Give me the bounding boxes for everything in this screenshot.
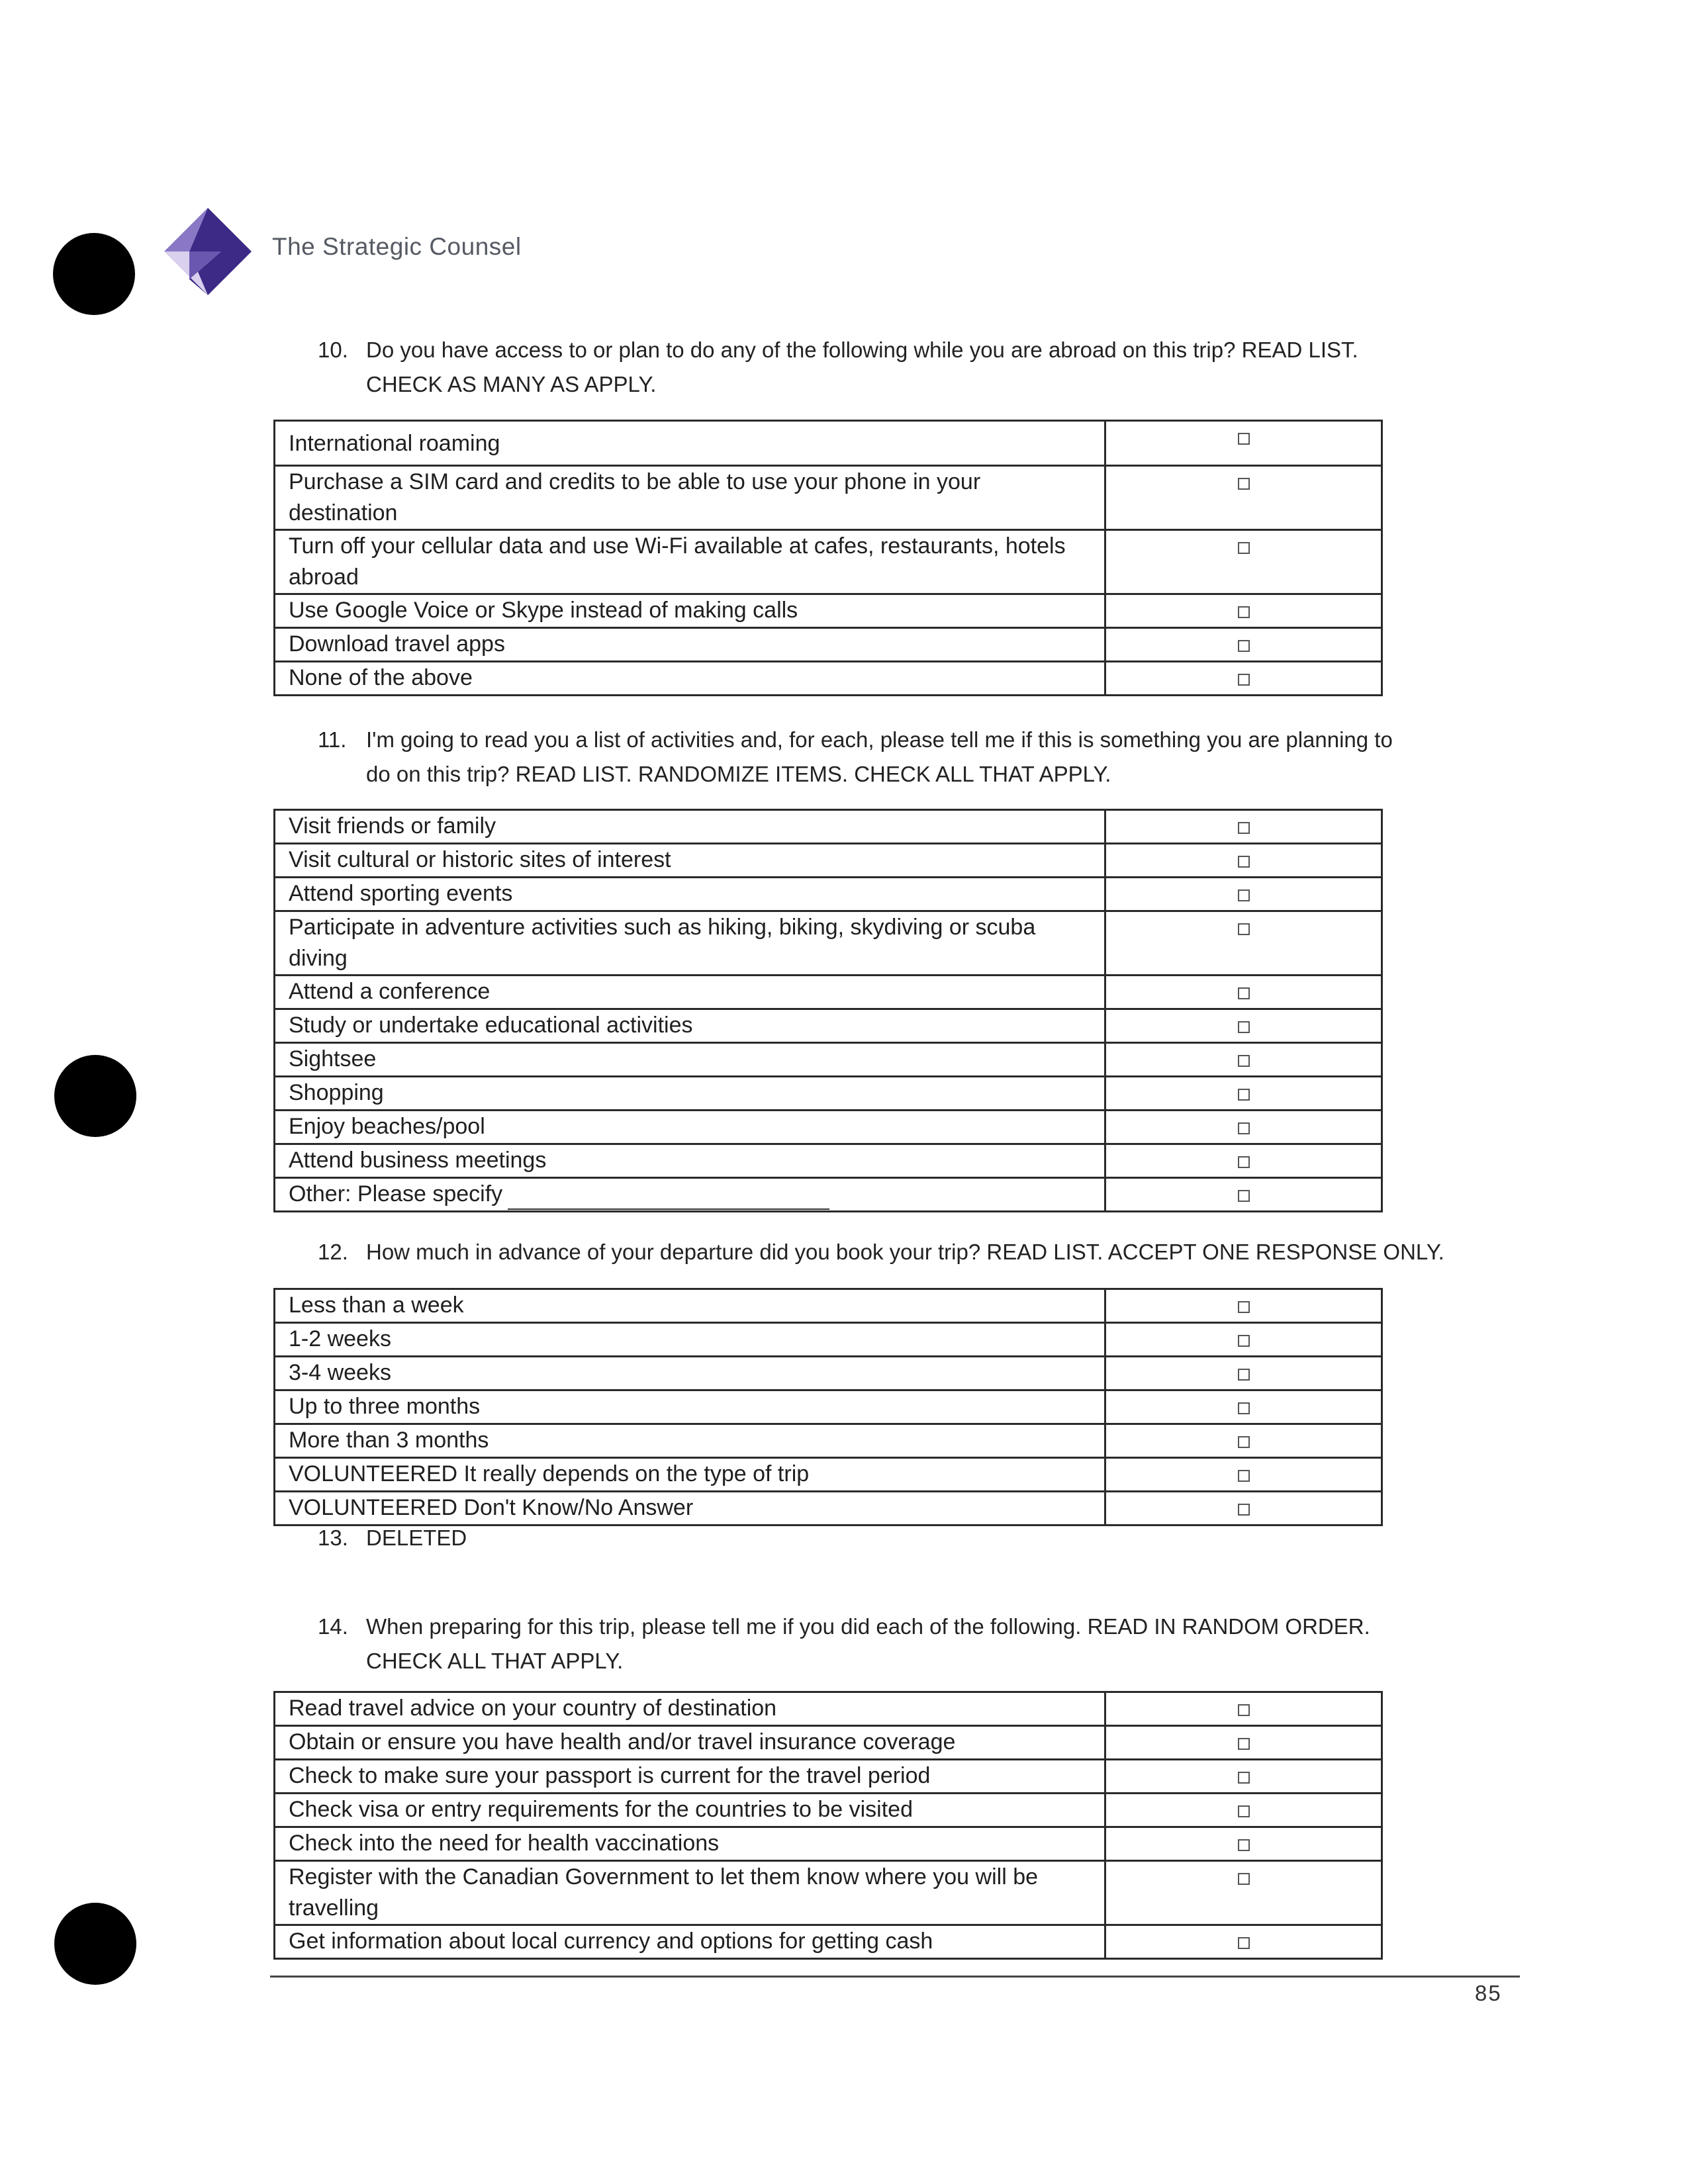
option-label: Attend sporting events xyxy=(275,878,1105,911)
option-cell xyxy=(1105,878,1382,911)
question-text-line1: I'm going to read you a list of activities and, for each, please tell me if this is something you are planning to xyxy=(366,727,1393,752)
question-text-line1: When preparing for this trip, please tell me if you did each of the following. READ IN RANDOM ORDER. xyxy=(366,1614,1370,1639)
checkbox[interactable] xyxy=(1238,1055,1250,1067)
table-row xyxy=(275,466,1382,530)
option-label: Get information about local currency and options for getting cash xyxy=(275,1925,1105,1959)
question-text-line1: How much in advance of your departure did you book your trip? READ LIST. ACCEPT ONE RESPONSE ONLY. xyxy=(366,1240,1444,1264)
option-cell xyxy=(1105,1458,1382,1492)
option-cell xyxy=(1105,1077,1382,1111)
option-cell xyxy=(1105,1925,1382,1959)
option-cell xyxy=(1105,844,1382,878)
option-cell xyxy=(1105,1692,1382,1726)
checkbox[interactable] xyxy=(1238,1470,1250,1482)
checkbox[interactable] xyxy=(1238,1122,1250,1134)
table-row xyxy=(275,1043,1382,1077)
option-cell xyxy=(1105,976,1382,1009)
checkbox[interactable] xyxy=(1238,1873,1250,1885)
table-row xyxy=(275,1357,1382,1390)
option-cell xyxy=(1105,1289,1382,1323)
other-label: Other: Please specify xyxy=(289,1181,503,1206)
table-row xyxy=(275,628,1382,662)
option-cell xyxy=(1105,1492,1382,1525)
q11-options-table xyxy=(273,809,1383,1212)
table-row xyxy=(275,530,1382,594)
option-cell xyxy=(1105,1144,1382,1178)
table-row xyxy=(275,1424,1382,1458)
option-cell xyxy=(1105,594,1382,628)
question-text-line1: Do you have access to or plan to do any of the following while you are abroad on this trip? READ LIST. xyxy=(366,338,1358,362)
question-11 xyxy=(318,723,1393,792)
strategic-counsel-logo-icon xyxy=(163,206,253,296)
option-label: Check visa or entry requirements for the countries to be visited xyxy=(275,1794,1105,1827)
table-row xyxy=(275,810,1382,844)
option-label: Attend a conference xyxy=(275,976,1105,1009)
checkbox[interactable] xyxy=(1238,1704,1250,1716)
option-cell xyxy=(1105,1178,1382,1212)
option-cell xyxy=(1105,810,1382,844)
option-label: Study or undertake educational activities xyxy=(275,1009,1105,1043)
footer-rule xyxy=(270,1976,1520,1978)
table-row xyxy=(275,1390,1382,1424)
option-cell xyxy=(1105,1357,1382,1390)
question-text-line2: CHECK AS MANY AS APPLY. xyxy=(366,372,657,396)
option-cell xyxy=(1105,1726,1382,1760)
checkbox[interactable] xyxy=(1238,1805,1250,1817)
option-label: International roaming xyxy=(275,421,1105,466)
checkbox[interactable] xyxy=(1238,822,1250,834)
page-number: 85 xyxy=(1475,1981,1502,2005)
table-row xyxy=(275,1492,1382,1525)
table-row xyxy=(275,1323,1382,1357)
checkbox[interactable] xyxy=(1238,856,1250,868)
question-text-line2: do on this trip? READ LIST. RANDOMIZE ITEMS. CHECK ALL THAT APPLY. xyxy=(366,762,1111,786)
option-label: Less than a week xyxy=(275,1289,1105,1323)
table-row xyxy=(275,878,1382,911)
checkbox[interactable] xyxy=(1238,1937,1250,1949)
q14-options-table xyxy=(273,1691,1383,1960)
checkbox[interactable] xyxy=(1238,1436,1250,1448)
option-cell xyxy=(1105,911,1382,976)
table-row xyxy=(275,1925,1382,1959)
table-row xyxy=(275,1111,1382,1144)
option-label: Up to three months xyxy=(275,1390,1105,1424)
question-deleted-text: DELETED xyxy=(366,1525,467,1550)
option-cell xyxy=(1105,1424,1382,1458)
table-row xyxy=(275,1458,1382,1492)
option-label: Check to make sure your passport is current for the travel period xyxy=(275,1760,1105,1794)
table-row xyxy=(275,1077,1382,1111)
checkbox[interactable] xyxy=(1238,433,1250,445)
checkbox[interactable] xyxy=(1238,1772,1250,1784)
table-row xyxy=(275,1289,1382,1323)
table-row xyxy=(275,421,1382,466)
other-specify-field[interactable] xyxy=(508,1187,829,1210)
checkbox[interactable] xyxy=(1238,987,1250,999)
option-label: Download travel apps xyxy=(275,628,1105,662)
option-label-other xyxy=(275,1178,1105,1212)
option-cell xyxy=(1105,1009,1382,1043)
checkbox[interactable] xyxy=(1238,1335,1250,1347)
question-number: 14. xyxy=(318,1614,348,1639)
option-label: Visit friends or family xyxy=(275,810,1105,844)
option-label: More than 3 months xyxy=(275,1424,1105,1458)
option-label: Read travel advice on your country of destination xyxy=(275,1692,1105,1726)
option-cell xyxy=(1105,530,1382,594)
table-row xyxy=(275,1692,1382,1726)
checkbox[interactable] xyxy=(1238,1301,1250,1313)
binder-hole-top xyxy=(53,233,135,315)
question-number: 11. xyxy=(318,727,347,752)
checkbox[interactable] xyxy=(1238,1190,1250,1202)
checkbox[interactable] xyxy=(1238,478,1250,490)
question-number: 10. xyxy=(318,338,348,362)
option-cell xyxy=(1105,1760,1382,1794)
option-label: Enjoy beaches/pool xyxy=(275,1111,1105,1144)
option-cell xyxy=(1105,1323,1382,1357)
option-cell xyxy=(1105,662,1382,696)
option-label: VOLUNTEERED It really depends on the type of trip xyxy=(275,1458,1105,1492)
table-row xyxy=(275,1760,1382,1794)
checkbox[interactable] xyxy=(1238,923,1250,935)
question-number: 12. xyxy=(318,1240,348,1264)
table-row xyxy=(275,1827,1382,1861)
option-label: Obtain or ensure you have health and/or travel insurance coverage xyxy=(275,1726,1105,1760)
option-label: Visit cultural or historic sites of interest xyxy=(275,844,1105,878)
option-label: Sightsee xyxy=(275,1043,1105,1077)
option-cell xyxy=(1105,1861,1382,1925)
checkbox[interactable] xyxy=(1238,640,1250,652)
question-number: 13. xyxy=(318,1525,348,1550)
option-label: Participate in adventure activities such as hiking, biking, skydiving or scuba diving xyxy=(275,911,1105,976)
question-13 xyxy=(318,1525,467,1551)
table-row xyxy=(275,594,1382,628)
checkbox[interactable] xyxy=(1238,1504,1250,1516)
option-label: Use Google Voice or Skype instead of making calls xyxy=(275,594,1105,628)
option-cell xyxy=(1105,1794,1382,1827)
checkbox[interactable] xyxy=(1238,1402,1250,1414)
option-label: Shopping xyxy=(275,1077,1105,1111)
option-cell xyxy=(1105,1390,1382,1424)
checkbox[interactable] xyxy=(1238,1738,1250,1750)
checkbox[interactable] xyxy=(1238,1089,1250,1101)
option-cell xyxy=(1105,421,1382,466)
table-row xyxy=(275,1178,1382,1212)
binder-hole-middle xyxy=(54,1055,136,1137)
checkbox[interactable] xyxy=(1238,1369,1250,1381)
option-label: None of the above xyxy=(275,662,1105,696)
table-row xyxy=(275,1009,1382,1043)
checkbox[interactable] xyxy=(1238,606,1250,618)
table-row xyxy=(275,1144,1382,1178)
option-label: Register with the Canadian Government to let them know where you will be travelling xyxy=(275,1861,1105,1925)
question-14 xyxy=(318,1610,1370,1678)
option-cell xyxy=(1105,1043,1382,1077)
q12-options-table xyxy=(273,1288,1383,1526)
q10-options-table xyxy=(273,420,1383,696)
checkbox[interactable] xyxy=(1238,1839,1250,1851)
option-label: 1-2 weeks xyxy=(275,1323,1105,1357)
table-row xyxy=(275,1794,1382,1827)
option-label: 3-4 weeks xyxy=(275,1357,1105,1390)
table-row xyxy=(275,911,1382,976)
checkbox[interactable] xyxy=(1238,1021,1250,1033)
question-10 xyxy=(318,333,1358,402)
option-cell xyxy=(1105,466,1382,530)
option-label: Attend business meetings xyxy=(275,1144,1105,1178)
option-cell xyxy=(1105,1111,1382,1144)
binder-hole-bottom xyxy=(54,1903,136,1985)
checkbox[interactable] xyxy=(1238,542,1250,554)
option-cell xyxy=(1105,628,1382,662)
checkbox[interactable] xyxy=(1238,1156,1250,1168)
question-12 xyxy=(318,1235,1444,1269)
table-row xyxy=(275,844,1382,878)
option-label: Turn off your cellular data and use Wi-Fi available at cafes, restaurants, hotels abroad xyxy=(275,530,1105,594)
option-label: Check into the need for health vaccinations xyxy=(275,1827,1105,1861)
checkbox[interactable] xyxy=(1238,889,1250,901)
option-cell xyxy=(1105,1827,1382,1861)
option-label: Purchase a SIM card and credits to be able to use your phone in your destination xyxy=(275,466,1105,530)
table-row xyxy=(275,1726,1382,1760)
table-row xyxy=(275,662,1382,696)
table-row xyxy=(275,976,1382,1009)
brand-name: The Strategic Counsel xyxy=(272,233,522,260)
table-row xyxy=(275,1861,1382,1925)
option-label: VOLUNTEERED Don't Know/No Answer xyxy=(275,1492,1105,1525)
checkbox[interactable] xyxy=(1238,674,1250,686)
question-text-line2: CHECK ALL THAT APPLY. xyxy=(366,1649,624,1673)
